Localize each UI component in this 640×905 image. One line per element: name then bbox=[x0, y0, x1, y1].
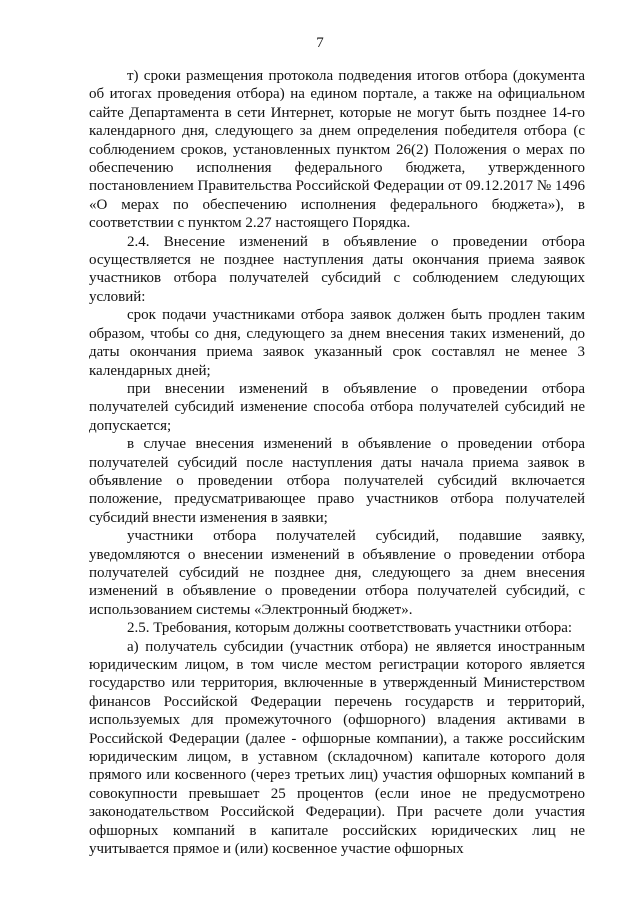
document-body bbox=[89, 67, 585, 858]
page-number: 7 bbox=[316, 35, 324, 51]
paragraph-t-protocol-deadlines: т) сроки размещения протокола подведения итогов отбора (документа об итогах проведения отбора) на едином портале, а также на официальном сайте Департамента в сети Интернет, которые не могут быть позднее 14-го календарного дня, следующего за днем определения победителя отбора (с соблюдением сроков, установленных пунктом 26(2) Положения о мерах по обеспечению исполнения федерального бюджета, утвержденного постановлением Правительства Российской Федерации от 09.12.2017 № 1496 «О мерах по обеспечению исполнения федерального бюджета»), в соответствии с пунктом 2.27 настоящего Порядка. bbox=[89, 68, 585, 232]
paragraph-2-5-requirements: 2.5. Требования, которым должны соответствовать участники отбора: bbox=[127, 620, 573, 637]
paragraph-participant-notification: участники отбора получателей субсидий, подавшие заявку, уведомляются о внесении изменений в объявление о проведении отбора получателей субсидий не позднее дня, следующего за днем внесения изменений в объявление о проведении отбора получателей субсидий, с использованием системы «Электронный бюджет». bbox=[89, 528, 585, 618]
paragraph-right-to-amend-applications: в случае внесения изменений в объявление о проведении отбора получателей субсидий после наступления даты начала приема заявок в объявление о проведении отбора получателей субсидий включается положение, предусматривающее право участников отбора получателей субсидий внести изменения в заявки; bbox=[89, 436, 585, 526]
paragraph-a-offshore-requirement: а) получатель субсидии (участник отбора) не является иностранным юридическим лицом, в том числе местом регистрации которого является государство или территория, включенные в утвержденный Министерством финансов Российской Федерации перечень государств и территорий, используемых для промежуточного (офшорного) владения активами в Российской Федерации (далее - офшорные компании), а также российским юридическим лицом, в уставном (складочном) капитале которого доля прямого или косвенного (через третьих лиц) участия офшорных компаний в совокупности превышает 25 процентов (если иное не предусмотрено законодательством Российской Федерации). При расчете доли участия офшорных компаний в капитале российских юридических лиц не учитывается прямое и (или) косвенное участие офшорных bbox=[89, 638, 585, 858]
paragraph-method-change-prohibited: при внесении изменений в объявление о проведении отбора получателей субсидий изменение способа отбора получателей субсидий не допускается; bbox=[89, 380, 585, 434]
paragraph-deadline-extension: срок подачи участниками отбора заявок должен быть продлен таким образом, чтобы со дня, следующего за днем внесения таких изменений, до даты окончания приема заявок указанный срок составлял не менее 3 календарных дней; bbox=[89, 307, 585, 379]
paragraph-2-4-announcement-changes: 2.4. Внесение изменений в объявление о проведении отбора осуществляется не позднее наступления даты окончания приема заявок участников отбора получателей субсидий с соблюдением следующих условий: bbox=[89, 233, 585, 305]
